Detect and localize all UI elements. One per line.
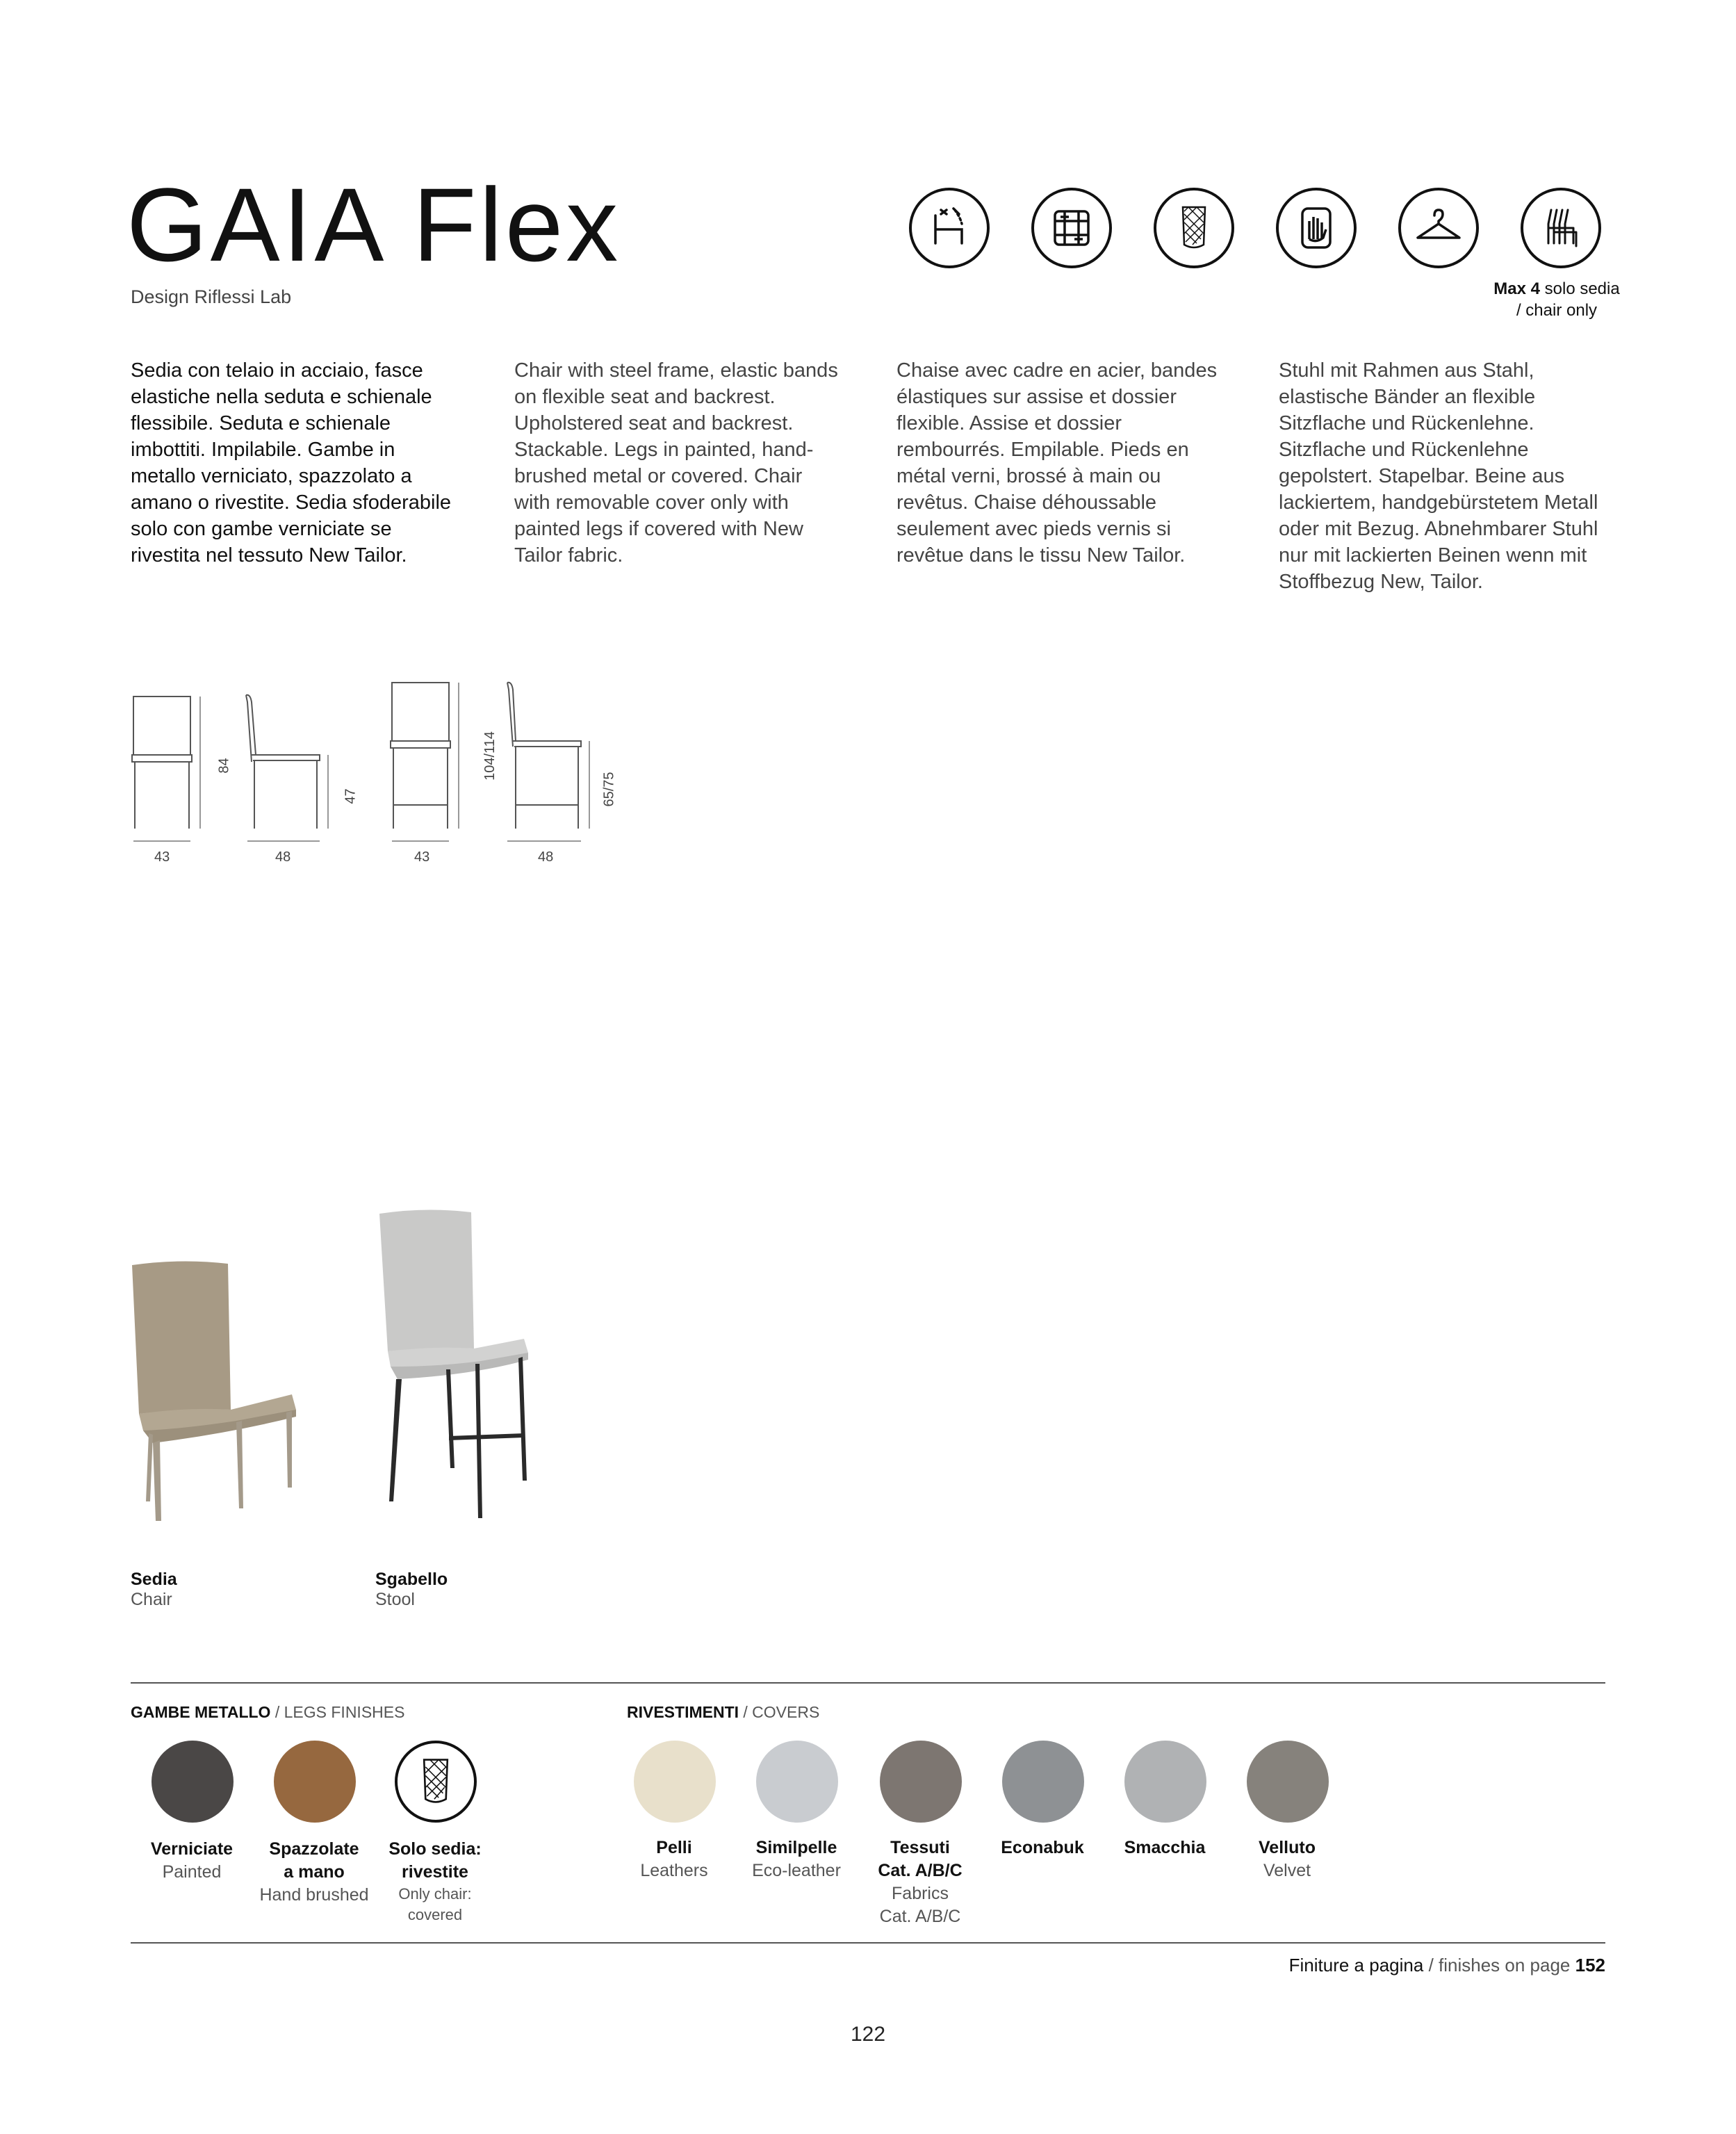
chair-side-drawing bbox=[246, 695, 328, 841]
chair-photo bbox=[125, 1251, 306, 1522]
legs-label-hand-brushed bbox=[252, 1838, 377, 1907]
hand-brushed-icon bbox=[1276, 188, 1357, 268]
finish-name: Similpelle bbox=[755, 1838, 837, 1857]
stool-seat-height-label: 65/75 bbox=[601, 772, 617, 807]
stool-photo bbox=[370, 1203, 578, 1522]
description-italian: Sedia con telaio in acciaio, fasce elastiche nella seduta e schienale flessibile. Seduta e schienale imbottiti. Impilabile. Gambe in metallo verniciato, spazzolato a amano o rivestite. Sedia sfoderabile solo con gambe verniciate se rivestita nel tessuto New Tailor. bbox=[131, 359, 452, 567]
legs-label-painted bbox=[129, 1838, 254, 1884]
stack-max: Max 4 bbox=[1493, 279, 1540, 298]
stackable-icon bbox=[1521, 188, 1601, 268]
chair-front-drawing bbox=[132, 697, 200, 829]
product-caption-stool bbox=[375, 1570, 448, 1610]
legs-swatch-painted bbox=[152, 1741, 234, 1823]
finish-sub: Eco-leather bbox=[752, 1861, 841, 1880]
note-page: 152 bbox=[1575, 1955, 1605, 1976]
description-german: Stuhl mit Rahmen aus Stahl, elastische Bänder an flexible Sitzflache und Rückenlehne. Sitzflache und Rückenlehne gepolstert. Stapelbar. Beine aus lackiertem, handgebürstetem Metall oder mit Bezug. Abnehmbarer Stuhl nur mit lackierten Beinen wenn mit Stoffbezug New, Tailor. bbox=[1279, 359, 1598, 593]
chair-depth-label: 48 bbox=[275, 849, 291, 865]
legs-swatch-hand-brushed bbox=[274, 1741, 356, 1823]
finish-name: Econabuk bbox=[1001, 1838, 1084, 1857]
covers-title-rest: / COVERS bbox=[743, 1703, 820, 1721]
finish-name: Spazzolate a mano bbox=[269, 1839, 359, 1882]
stack-note-line1: solo sedia bbox=[1544, 279, 1620, 298]
cover-swatch-leathers bbox=[634, 1741, 716, 1823]
legs-section-title bbox=[131, 1703, 404, 1722]
finish-name: Smacchia bbox=[1124, 1838, 1206, 1857]
finish-name: Velluto bbox=[1259, 1838, 1316, 1857]
stool-width-label: 43 bbox=[414, 849, 430, 865]
hanger-icon bbox=[1398, 188, 1479, 268]
legs-title-bold: GAMBE METALLO bbox=[131, 1703, 271, 1721]
cover-label-fabrics bbox=[858, 1836, 983, 1928]
removable-cover-icon bbox=[407, 1752, 465, 1811]
description-french: Chaise avec cadre en acier, bandes élastiques sur assise et dossier flexible. Assise et dossier rembourrés. Empilable. Pieds en métal verni, brossé à main ou revêtus. Chaise déhoussable seulement avec pieds vernis si revêtue dans le tissu New Tailor. bbox=[896, 359, 1218, 567]
finish-name: Solo sedia: rivestite bbox=[388, 1839, 482, 1882]
removable-cover-icon bbox=[1154, 188, 1234, 268]
finish-name: Tessuti Cat. A/B/C bbox=[878, 1838, 963, 1880]
note-english: / finishes on page bbox=[1428, 1955, 1571, 1976]
cover-swatch-eco-leather bbox=[756, 1741, 838, 1823]
legs-title-rest: / LEGS FINISHES bbox=[275, 1703, 405, 1721]
chair-height-label: 84 bbox=[216, 758, 232, 774]
cover-swatch-smacchia bbox=[1124, 1741, 1206, 1823]
finish-sub: Velvet bbox=[1263, 1861, 1311, 1880]
finish-sub: Painted bbox=[162, 1862, 222, 1882]
finishes-page-note bbox=[1289, 1955, 1605, 1976]
cover-swatch-fabrics bbox=[880, 1741, 962, 1823]
finish-sub: Fabrics Cat. A/B/C bbox=[879, 1884, 961, 1926]
product-title: GAIA Flex bbox=[126, 166, 621, 283]
divider-top bbox=[131, 1682, 1605, 1684]
cover-label-leathers bbox=[612, 1836, 737, 1882]
legs-label-covered bbox=[372, 1838, 498, 1925]
covers-title-bold: RIVESTIMENTI bbox=[627, 1703, 739, 1721]
cover-label-smacchia bbox=[1102, 1836, 1227, 1859]
divider-bottom bbox=[131, 1942, 1605, 1944]
product-name: Sedia bbox=[131, 1570, 177, 1589]
stack-note bbox=[1473, 278, 1640, 321]
chair-seat-height-label: 47 bbox=[343, 788, 359, 804]
stool-height-label: 104/114 bbox=[482, 731, 498, 781]
cover-label-econabuk bbox=[980, 1836, 1105, 1859]
stool-front-drawing bbox=[391, 683, 459, 841]
stack-note-line2: / chair only bbox=[1516, 301, 1598, 320]
stool-side-drawing bbox=[507, 683, 589, 841]
covers-section-title bbox=[627, 1703, 819, 1722]
stool-depth-label: 48 bbox=[538, 849, 554, 865]
elastic-bands-icon bbox=[1031, 188, 1112, 268]
finish-sub: Leathers bbox=[640, 1861, 708, 1880]
cover-swatch-velvet bbox=[1247, 1741, 1329, 1823]
cover-swatch-econabuk bbox=[1002, 1741, 1084, 1823]
finish-sub: Only chair: covered bbox=[398, 1885, 472, 1923]
product-sub: Chair bbox=[131, 1590, 172, 1609]
finish-sub: Hand brushed bbox=[259, 1885, 369, 1905]
technical-drawings bbox=[125, 674, 653, 876]
cover-label-velvet bbox=[1225, 1836, 1350, 1882]
finish-name: Pelli bbox=[656, 1838, 692, 1857]
page-number: 122 bbox=[850, 2023, 886, 2046]
flexible-back-icon bbox=[909, 188, 990, 268]
chair-width-label: 43 bbox=[154, 849, 170, 865]
finish-name: Verniciate bbox=[150, 1839, 234, 1859]
designer-credit: Design Riflessi Lab bbox=[131, 286, 292, 307]
cover-label-eco-leather bbox=[734, 1836, 859, 1882]
description-english: Chair with steel frame, elastic bands on flexible seat and backrest. Upholstered seat and backrest. Stackable. Legs in painted, hand-brushed metal or covered. Chair with removable cover only with painted legs if covered with New Tailor fabric. bbox=[514, 359, 838, 567]
product-sub: Stool bbox=[375, 1590, 415, 1609]
product-caption-chair bbox=[131, 1570, 177, 1610]
product-name: Sgabello bbox=[375, 1570, 448, 1589]
legs-swatch-covered bbox=[395, 1741, 477, 1823]
note-italian: Finiture a pagina bbox=[1288, 1955, 1424, 1976]
